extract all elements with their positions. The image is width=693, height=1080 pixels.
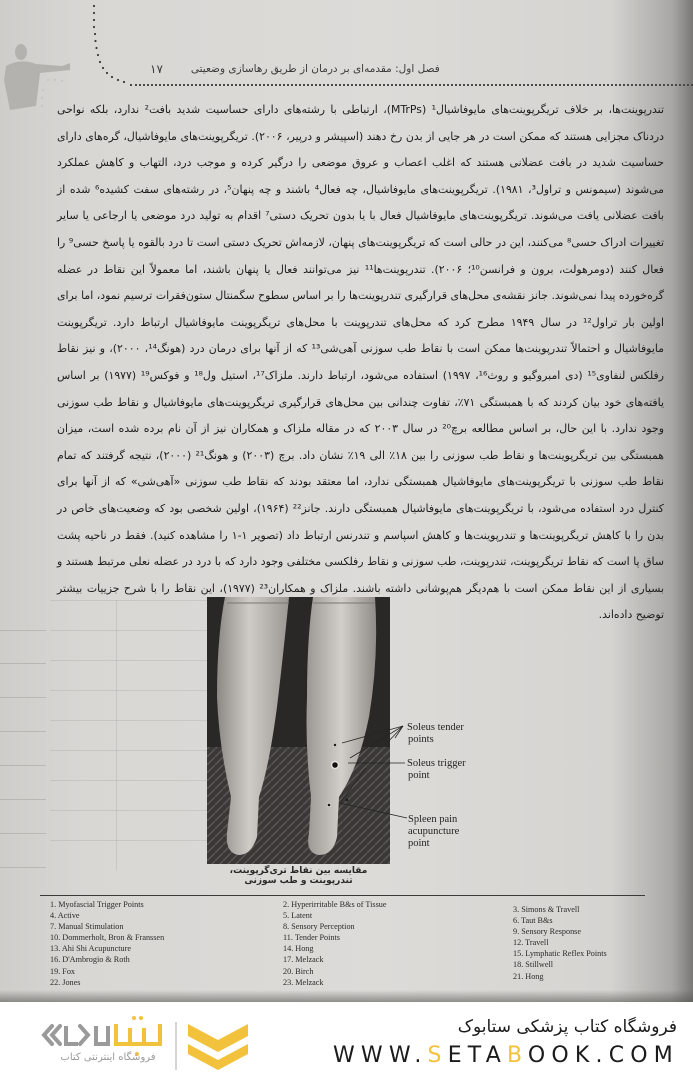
- chapter-title: فصل اول: مقدمه‌ای بر درمان از طریق رهاسازی وضعیتی: [190, 63, 440, 75]
- footnote-item: 16. D'Ambrogio & Roth: [50, 955, 130, 965]
- footnote-item: 1. Myofascial Trigger Points: [50, 900, 144, 909]
- setabook-logo-icon: [38, 1014, 258, 1074]
- footnote-item: 4. Active: [50, 911, 80, 921]
- show-through-table: [50, 600, 210, 870]
- footnote-item: 20. Birch: [283, 966, 314, 976]
- margin-ghost-line: [0, 833, 46, 834]
- margin-ghost-line: [0, 663, 46, 664]
- page-number: ۱۷: [150, 62, 163, 76]
- label-spleen-pain: Spleen pain: [408, 814, 458, 825]
- margin-ghost-line: [0, 630, 46, 631]
- footnote-item: 19. Fox: [50, 966, 76, 976]
- footnote-item: 17. Melzack: [283, 955, 324, 965]
- store-url-link[interactable]: WWW.SETABOOK.COM: [332, 1043, 679, 1068]
- footnote-item: 11. Tender Points: [283, 933, 340, 943]
- svg-text:acupuncture: acupuncture: [408, 826, 460, 837]
- brand-footer: [0, 1002, 693, 1080]
- footnote-item: 15. Lymphatic Reflex Points: [513, 949, 607, 959]
- footnote-item: 12. Travell: [513, 938, 549, 948]
- decorative-dotted-curve: [0, 0, 693, 90]
- footnote-item: 8. Sensory Perception: [283, 922, 355, 932]
- margin-ghost-line: [0, 799, 46, 800]
- margin-ghost-line: [0, 697, 46, 698]
- footnote-item: 7. Manual Stimulation: [50, 922, 124, 932]
- footnote-item: 21. Hong: [513, 971, 544, 981]
- footnote-item: 5. Latent: [283, 911, 313, 921]
- body-paragraph: [57, 97, 664, 629]
- footnote-column-3: [513, 904, 607, 982]
- margin-ghost-line: [0, 867, 46, 868]
- logo-subtitle: فروشگاه اینترنتی کتاب: [60, 1052, 156, 1063]
- calves-illustration: [207, 597, 390, 864]
- paragraph-text: تندرپوینت‌ها، بر خلاف تریگرپوینت‌های مایوفاشیال¹ (MTrPs)، ارتباطی با رشته‌های دارای حساسیت شدید بافت² ندارد، بلکه نواحی دردناک مجزایی هستند که ممکن است در هر جایی از بدن رخ دهند (اسپیشر و درپیر، ۲۰۰۶). تریگرپوینت‌های مایوفاشیال، گره‌های دارای حساسیت شدید در بافت عضلانی هستند که اغلب اعصاب و عروق موضعی را درگیر کرده و موجب درد، التهاب و کاهش عملکرد می‌شوند (سیمونس و تراول³، ۱۹۸۱). تریگرپوینت‌های مایوفاشیال، چه فعال⁴ باشند و چه پنهان⁵، در رشته‌های سفت کشیده⁶ شده از بافت عضلانی یافت می‌شوند. تریگرپوینت‌های مایوفاشیال فعال با یا بدون تحریک دستی⁷ اقدام به تولید درد موضعی یا ارجاعی یا سایر تغییرات ادراک حسی⁸ می‌کنند، این در حالی است که تریگرپوینت‌های پنهان، لازمه‌اش تحریک دستی است تا درد بالقوه یا پاسخ حسی⁹ را فعال کنند (دومرهولت، برون و فرانسن¹⁰؛ ۲۰۰۶). تندرپوینت‌ها¹¹ نیز می‌توانند فعال یا پنهان باشند، اما معمولاً این نقاط در عضله گره‌خورده پیدا نمی‌شوند. جانز نقشه‌ی محل‌های قرارگیری تندرپوینت‌ها را بر اساس سطوح سگمنتال ستون‌فقرات ترسیم نمود، اما برای اولین بار تراول¹² در سال ۱۹۴۹ مطرح کرد که محل‌های تندرپوینت با محل‌های تریگرپوینت مایوفاشیال ارتباط دارد. تریگرپوینت مایوفاشیال و احتمالاً تندرپوینت‌ها ممکن است با نقاط طب سوزنی آهی‌شی¹³ که از آنها برای درمان درد (هونگ¹⁴، ۲۰۰۰)، و نیز نقاط رفلکس لنفاوی¹⁵ (دی امبروگیو و روث¹⁶، ۱۹۹۷) استفاده می‌شود، ارتباط دارند. ملزاک¹⁷، استیل ول¹⁸ و فوکس¹⁹ (۱۹۷۷) بر اساس یافته‌های خود بیان کردند که با همبستگی ۷۱٪، تفاوت چندانی بین محل‌های قرارگیری تریگرپوینت‌های مایوفاشیال و نقاط طب سوزنی وجود ندارد. با این حال، بر اساس مطالعه برچ²⁰ در سال ۲۰۰۳ که در مقاله ملزاک و همکاران نیز از آن نام برده شده است، میزان همبستگی بین تریگرپوینت‌ها و نقاط طب سوزنی را بین ۱۸٪ الی ۱۹٪ نشان داد. برچ (۲۰۰۳) و هونگ²¹ (۲۰۰۰)، نتیجه گرفتند که تمام نقاط طب سوزنی با تریگرپوینت‌های مایوفاشیال همبستگی ندارد، اما معتقد بودند که نقاط طب سوزنی «آهی‌شی» که از آنها برای کنترل درد استفاده می‌شود، با تریگرپوینت‌های مایوفاشیال همبستگی دارند. جانز²² (۱۹۶۴)، اولین شخصی بود که وضعیت‌های خاص در بدن را با کاهش تریگرپوینت‌ها و تندرپوینت‌ها و کاهش اسپاسم و تندرنس ارتباط داد (تصویر ۱-۱ را مشاهده کنید). فقط در ناحیه پشت ساق پا است که نقاط تریگرپوینت، تندرپوینت، طب سوزنی و نقاط رفلکسی مختلفی وجود دارد که با درد در عضله نعلی مرتبط هستند و بسیاری از این نقاط ممکن است با هم‌دیگر هم‌پوشانی داشته باشند. ملزاک و همکاران²³ (۱۹۷۷)، این نقاط را با شرح جزییات بیشتر توضیح داده‌اند.: [57, 103, 665, 622]
- svg-text:points: points: [408, 734, 434, 745]
- footnote-column-1: [50, 899, 164, 988]
- footnotes: [50, 899, 650, 994]
- footnote-item: 9. Sensory Response: [513, 927, 581, 937]
- footnote-item: 14. Hong: [283, 944, 314, 954]
- figure-photo-calves: [207, 597, 390, 864]
- figure-caption: مقایسه بین نقاط تری‌گرپوینت، تندرپوینت و طب سوزنی: [229, 866, 368, 886]
- label-soleus-tender: Soleus tender: [407, 722, 464, 733]
- footnote-item: 2. Hyperirritable B&s of Tissue: [283, 900, 387, 909]
- margin-ghost-line: [0, 731, 46, 732]
- svg-text:point: point: [408, 770, 430, 781]
- footnote-item: 13. Ahi Shi Acupuncture: [50, 944, 131, 954]
- footnote-rule: [40, 895, 645, 896]
- footnote-item: 10. Dommerholt, Bron & Franssen: [50, 933, 165, 943]
- footnote-item: 6. Taut B&s: [513, 916, 553, 926]
- setabook-logo[interactable]: [38, 1014, 258, 1074]
- running-header: [150, 62, 665, 76]
- header-dotted-rule: [130, 84, 693, 86]
- footnote-column-2: [283, 899, 386, 988]
- margin-ghost-line: [0, 765, 46, 766]
- footnote-item: 22. Jones: [50, 977, 81, 987]
- footnote-item: 3. Simons & Travell: [513, 905, 580, 914]
- store-name: فروشگاه کتاب پزشکی ستابوک: [457, 1017, 677, 1037]
- label-soleus-trigger: Soleus trigger: [407, 758, 466, 769]
- svg-text:point: point: [408, 838, 430, 849]
- footnote-item: 18. Stillwell: [513, 960, 554, 970]
- footnote-item: 23. Melzack: [283, 977, 324, 987]
